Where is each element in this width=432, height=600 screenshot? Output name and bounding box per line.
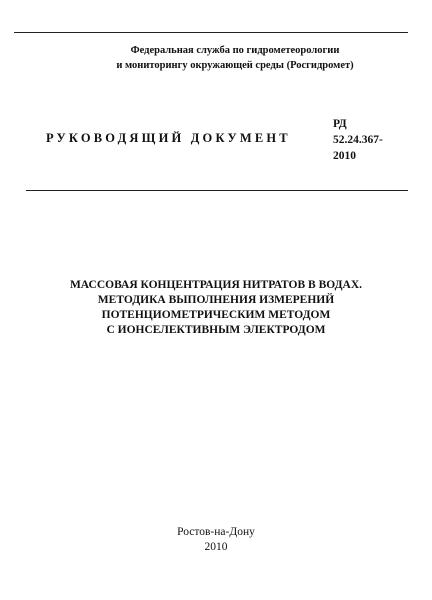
document-code-prefix: РД [333, 118, 347, 130]
document-code-year: 2010 [333, 150, 356, 162]
middle-divider [26, 190, 408, 191]
title-line-1: МАССОВАЯ КОНЦЕНТРАЦИЯ НИТРАТОВ В ВОДАХ. [69, 279, 363, 291]
publication-city: Ростов-на-Дону [177, 526, 255, 538]
title-line-3: ПОТЕНЦИОМЕТРИЧЕСКИМ МЕТОДОМ [101, 309, 331, 321]
document-code [333, 116, 383, 164]
document-title [20, 278, 412, 338]
publication-imprint [130, 525, 302, 555]
title-line-4: С ИОНСЕЛЕКТИВНЫМ ЭЛЕКТРОДОМ [106, 324, 326, 336]
agency-line-1: Федеральная служба по гидрометеорологии [130, 45, 340, 56]
document-type-label: РУКОВОДЯЩИЙ ДОКУМЕНТ [46, 131, 291, 145]
agency-line-2: и мониторингу окружающей среды (Росгидромет) [116, 60, 354, 71]
agency-header [50, 43, 420, 73]
top-divider [14, 32, 408, 33]
document-code-number: 52.24.367- [333, 134, 383, 146]
publication-year: 2010 [204, 541, 228, 553]
title-line-2: МЕТОДИКА ВЫПОЛНЕНИЯ ИЗМЕРЕНИЙ [97, 294, 335, 306]
